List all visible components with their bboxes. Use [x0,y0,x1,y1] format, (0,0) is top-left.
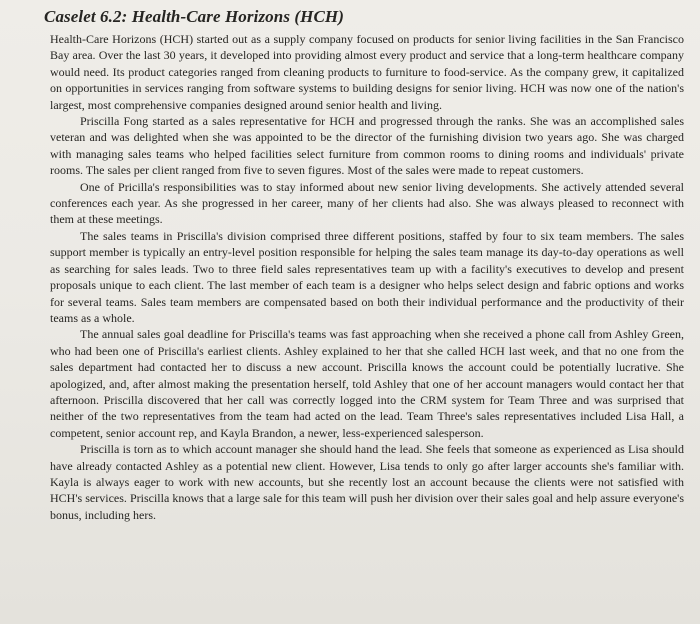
paragraph-phone-call: The annual sales goal deadline for Priscilla's teams was fast approaching when she received a phone call from Ashley Green, who had been one of Priscilla's earliest clients. Ashley explained to her that she called HCH last week, and that no one from the sales department had contacted her to discuss a new account. Priscilla knows the account could be potentially lucrative. She apologized, and, after almost making the presentation herself, told Ashley that one of her account managers would contact her that afternoon. Priscilla discovered that her call was correctly logged into the CRM system for Team Three and was surprised that neither of the two representatives from the team had acted on the lead. Team Three's sales representatives included Lisa Hall, a competent, senior account rep, and Kayla Brandon, a newer, less-experienced salesperson. [50,327,684,440]
paragraph-dilemma: Priscilla is torn as to which account manager she should hand the lead. She feels that someone as experienced as Lisa should have already contacted Ashley as a potential new client. However, Lisa tends to only go after larger accounts she's familiar with. Kayla is always eager to work with new accounts, but she recently lost an account because the clients were not satisfied with HCH's services. Priscilla knows that a large sale for this team will push her division over their sales goal and help assure everyone's bonus, including hers. [50,442,684,522]
paragraph-company-background: Health-Care Horizons (HCH) started out as a supply company focused on products for senior living facilities in the San Francisco Bay area. Over the last 30 years, it developed into providing almost every product and service that a long-term healthcare company would need. Its product categories ranged from cleaning products to furniture to food-service. As the company grew, it capitalized on opportunities in services ranging from software systems to building designs for senior living. HCH was now one of the nation's largest, most comprehensive companies designed around senior health and living. [50,32,684,112]
paragraph-responsibilities: One of Pricilla's responsibilities was to stay informed about new senior living developments. She actively attended several conferences each year. As she progressed in her career, many of her clients had also. She was always pleased to reconnect with them at these meetings. [50,179,684,227]
paragraph-sales-teams: The sales teams in Priscilla's division comprised three different positions, staffed by four to six team members. The sales support member is typically an entry-level position responsible for helping the sales team manage its day-to-day operations as well as searching for sales leads. Two to three field sales representatives team up with a facility's executives to develop and present proposals unique to each client. The last member of each team is a designer who helps select design and fabric options and works for several teams. Sales team members are compensated based on both their individual performance and the productivity of their teams as a whole. [50,228,684,325]
caselet-title: Caselet 6.2: Health-Care Horizons (HCH) [44,7,344,26]
paragraph-priscilla-fong: Priscilla Fong started as a sales representative for HCH and progressed through the ranks. She was an accomplished sales veteran and was delighted when she was appointed to be the director of the furnishing division two years ago. She was charged with managing sales teams who helped facilities select furniture from common rooms to dining rooms and individuals' private rooms. The sales per client ranged from five to seven figures. Most of the sales were made to repeat customers. [50,114,684,178]
